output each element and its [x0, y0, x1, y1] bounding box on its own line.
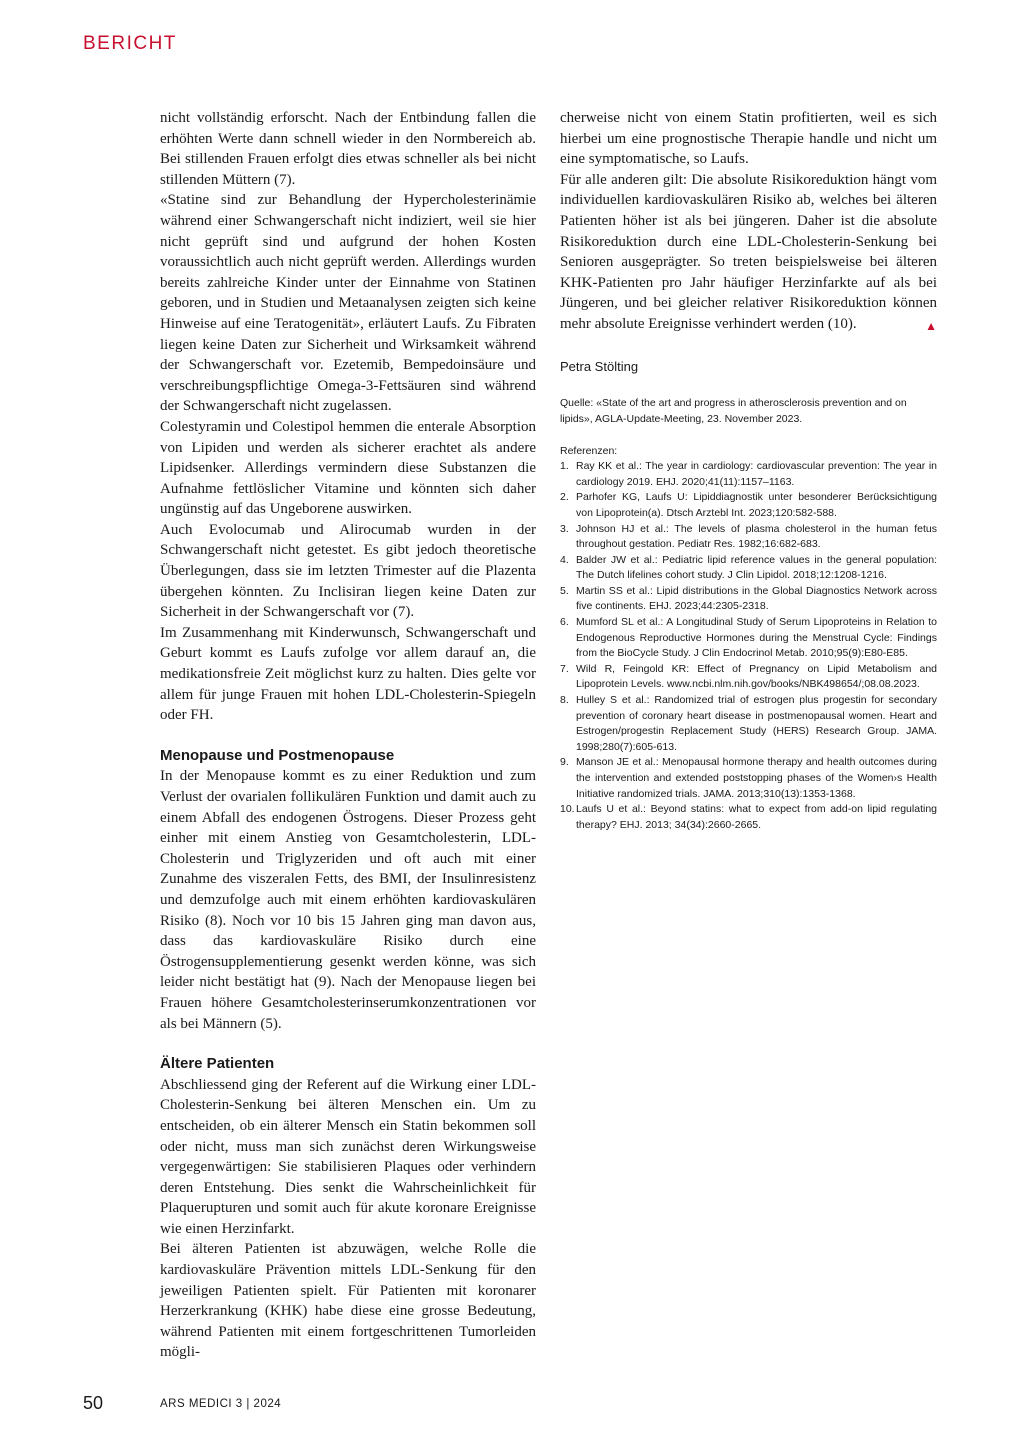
- paragraph: In der Menopause kommt es zu einer Reduktion und zum Verlust der ovarialen follikulären Funktion und damit auch zu einem Abfall des endogenen Östrogens. Dieser Prozess geht einher mit einem Anstieg von Gesamtcholesterin, LDL-Cholesterin und Triglyzeriden und oft auch mit einer Zunahme des viszeralen Fetts, des BMI, der Insulinresistenz und demzufolge auch mit einem erhöhten kardiovaskulären Risiko (8). Noch vor 10 bis 15 Jahren ging man davon aus, dass das kardiovaskuläre Risiko durch eine Östrogensupplementierung gesenkt werden könne, was sich leider nicht bestätigt hat (9). Nach der Menopause liegen bei Frauen höhere Gesamtcholesterinserumkonzentrationen vor als bei Männern (5).: [160, 768, 536, 1032]
- references-title: Referenzen:: [560, 445, 618, 458]
- paragraph: Bei älteren Patienten ist abzuwägen, welche Rolle die kardiovaskuläre Prävention mittels LDL-Senkung für den jeweiligen Patienten spielt. Für Patienten mit koronarer Herzerkrankung (KHK) habe diese eine grosse Bedeutung, während Patienten mit einem fortgeschrittenen Tumorleiden mögli-: [160, 1241, 536, 1361]
- reference-item: [560, 459, 937, 490]
- paragraph: Im Zusammenhang mit Kinderwunsch, Schwangerschaft und Geburt kommt es Laufs zufolge vor allem darauf an, die medikationsfreie Zeit möglichst kurz zu halten. Dies gelte vor allem für junge Frauen mit hohen LDL-Cholesterin-Spiegeln oder FH.: [160, 624, 536, 724]
- reference-item: [560, 490, 937, 521]
- reference-text: Hulley S et al.: Randomized trial of estrogen plus progestin for secondary prevention of coronary heart disease in postmenopausal women. Heart and Estrogen/progestin Replacement Study (HERS) Research Group. JAMA. 1998;280(7):605-613.: [576, 694, 937, 753]
- paragraph: cherweise nicht von einem Statin profitierten, weil es sich hierbei um eine prognostische Therapie handle und nicht um eine symptomatische, so Laufs.: [560, 110, 937, 168]
- reference-number: 1.: [560, 460, 569, 473]
- paragraph: nicht vollständig erforscht. Nach der Entbindung fallen die erhöhten Werte dann schnell wieder in den Normbereich ab. Bei stillenden Frauen erfolgt dies etwas schneller als bei nicht stillenden Müttern (7).: [160, 110, 536, 188]
- reference-text: Johnson HJ et al.: The levels of plasma cholesterol in the human fetus throughout gestation. Pediatr Res. 1982;16:682-683.: [576, 522, 937, 551]
- end-triangle-icon: ▲: [925, 318, 937, 333]
- page-number: 50: [83, 1393, 104, 1413]
- reference-number: 8.: [560, 694, 569, 707]
- reference-number: 7.: [560, 662, 569, 675]
- reference-number: 10.: [560, 803, 575, 816]
- reference-text: Balder JW et al.: Pediatric lipid reference values in the general population: The Dutch lifelines cohort study. J Clin Lipidol. 2018;12:1208-1216.: [576, 553, 937, 582]
- reference-number: 4.: [560, 553, 569, 566]
- reference-item: [560, 802, 937, 833]
- paragraph: Colestyramin und Colestipol hemmen die enterale Absorption von Lipiden und werden als sicherer erachtet als andere Lipidsenker. Allerdings vermindern diese Substanzen die Aufnahme fettlöslicher Vitamine und könnten sich daher ungünstig auf das Ungeborene auswirken.: [160, 418, 536, 518]
- reference-number: 5.: [560, 584, 569, 597]
- paragraph: «Statine sind zur Behandlung der Hypercholesterinämie während einer Schwangerschaft nicht indiziert, weil sie hier nicht geprüft sind und aufgrund der hohen Kosten voraussichtlich auch nicht geprüft werden. Allerdings wurden bereits zahlreiche Kinder unter der Einnahme von Statinen geboren, und in Studien und Metaanalysen zeigten sich keine Hinweise auf eine Teratogenität», erläutert Laufs. Zu Fibraten liegen keine Daten zur Sicherheit und Wirksamkeit während der Schwangerschaft vor. Ezetemib, Bempedoinsäure und verschreibungspflichtige Omega-3-Fettsäuren sind während der Schwangerschaft nicht zugelassen.: [160, 192, 536, 415]
- heading-menopause: Menopause und Postmenopause: [160, 746, 395, 764]
- reference-number: 6.: [560, 616, 569, 629]
- reference-text: Ray KK et al.: The year in cardiology: cardiovascular prevention: The year in cardiology 2019. EHJ. 2020;41(11):1157–1163.: [576, 460, 937, 488]
- reference-text: Parhofer KG, Laufs U: Lipiddiagnostik unter besonderer Berücksichtigung von Lipoprotein(a). Dtsch Arztebl Int. 2023;120:582-588.: [576, 491, 937, 519]
- reference-text: Mumford SL et al.: A Longitudinal Study of Serum Lipoproteins in Relation to Endogenous Reproductive Hormones during the Menstrual Cycle: Findings from the BioCycle Study. J Clin Endocrinol Metab. 2010;95(9):E80-E85.: [576, 616, 937, 660]
- reference-item: [560, 615, 937, 662]
- reference-text: Wild R, Feingold KR: Effect of Pregnancy on Lipid Metabolism and Lipoprotein Levels. www.ncbi.nlm.nih.gov/books/NBK498654/;08.08.2023.: [576, 662, 937, 691]
- paragraph-text: Für alle anderen gilt: Die absolute Risikoreduktion hängt vom individuellen kardiovaskulären Risiko ab, welches bei älteren Patienten höher ist als bei jüngeren. Daher ist die absolute Risikoreduktion durch eine LDL-Cholesterin-Senkung bei Senioren ausgeprägter. So treten beispielsweise bei älteren KHK-Patienten pro Jahr häufiger Herzinfarkte auf als bei Jüngeren, und bei gleicher relativer Risikoreduktion können mehr absolute Ereignisse verhindert werden (10).: [560, 171, 937, 332]
- author-name: Petra Stölting: [560, 358, 639, 374]
- reference-text: Manson JE et al.: Menopausal hormone therapy and health outcomes during the intervention and extended poststopping phases of the Women›s Health Initiative randomized trials. JAMA. 2013;310(13):1353-1368.: [576, 756, 937, 800]
- reference-item: [560, 662, 937, 693]
- section-label: BERICHT: [83, 33, 177, 54]
- source-note: Quelle: «State of the art and progress in atherosclerosis prevention and on lipids», AGLA-Update-Meeting, 23. November 2023.: [560, 397, 907, 426]
- journal-issue: ARS MEDICI 3 | 2024: [160, 1398, 282, 1410]
- article-column-right: [560, 108, 937, 833]
- reference-item: [560, 755, 937, 802]
- article-column-left: [160, 108, 536, 1363]
- reference-number: 2.: [560, 491, 569, 504]
- reference-number: 9.: [560, 756, 569, 769]
- reference-item: [560, 553, 937, 584]
- heading-aeltere-patienten: Ältere Patienten: [160, 1055, 275, 1073]
- reference-item: [560, 693, 937, 755]
- references-list: [560, 459, 937, 833]
- reference-item: [560, 522, 937, 553]
- paragraph: Auch Evolocumab und Alirocumab wurden in der Schwangerschaft nicht getestet. Es gibt jedoch theoretische Überlegungen, dass sie im letzten Trimester auf die Plazenta übergehen könnten. Zu Inclisiran liegen keine Daten zur Sicherheit in der Schwangerschaft vor (7).: [160, 521, 536, 621]
- paragraph: [560, 170, 937, 335]
- reference-item: [560, 584, 937, 615]
- reference-text: Martin SS et al.: Lipid distributions in the Global Diagnostics Network across five continents. EHJ. 2023;44:2305-2318.: [576, 584, 937, 613]
- paragraph: Abschliessend ging der Referent auf die Wirkung einer LDL-Cholesterin-Senkung bei älteren Menschen ein. Um zu entscheiden, ob ein älterer Mensch ein Statin bekommen soll oder nicht, muss man sich zunächst deren Wirkungsweise vergegenwärtigen: Sie stabilisieren Plaques oder verhindern deren Entstehung. Dies senkt die Wahrscheinlichkeit für Plaquerupturen und somit auch für akute koronare Ereignisse wie einen Herzinfarkt.: [160, 1076, 536, 1237]
- reference-text: Laufs U et al.: Beyond statins: what to expect from add-on lipid regulating therapy? EHJ. 2013; 34(34):2660-2665.: [576, 803, 937, 831]
- reference-number: 3.: [560, 522, 569, 535]
